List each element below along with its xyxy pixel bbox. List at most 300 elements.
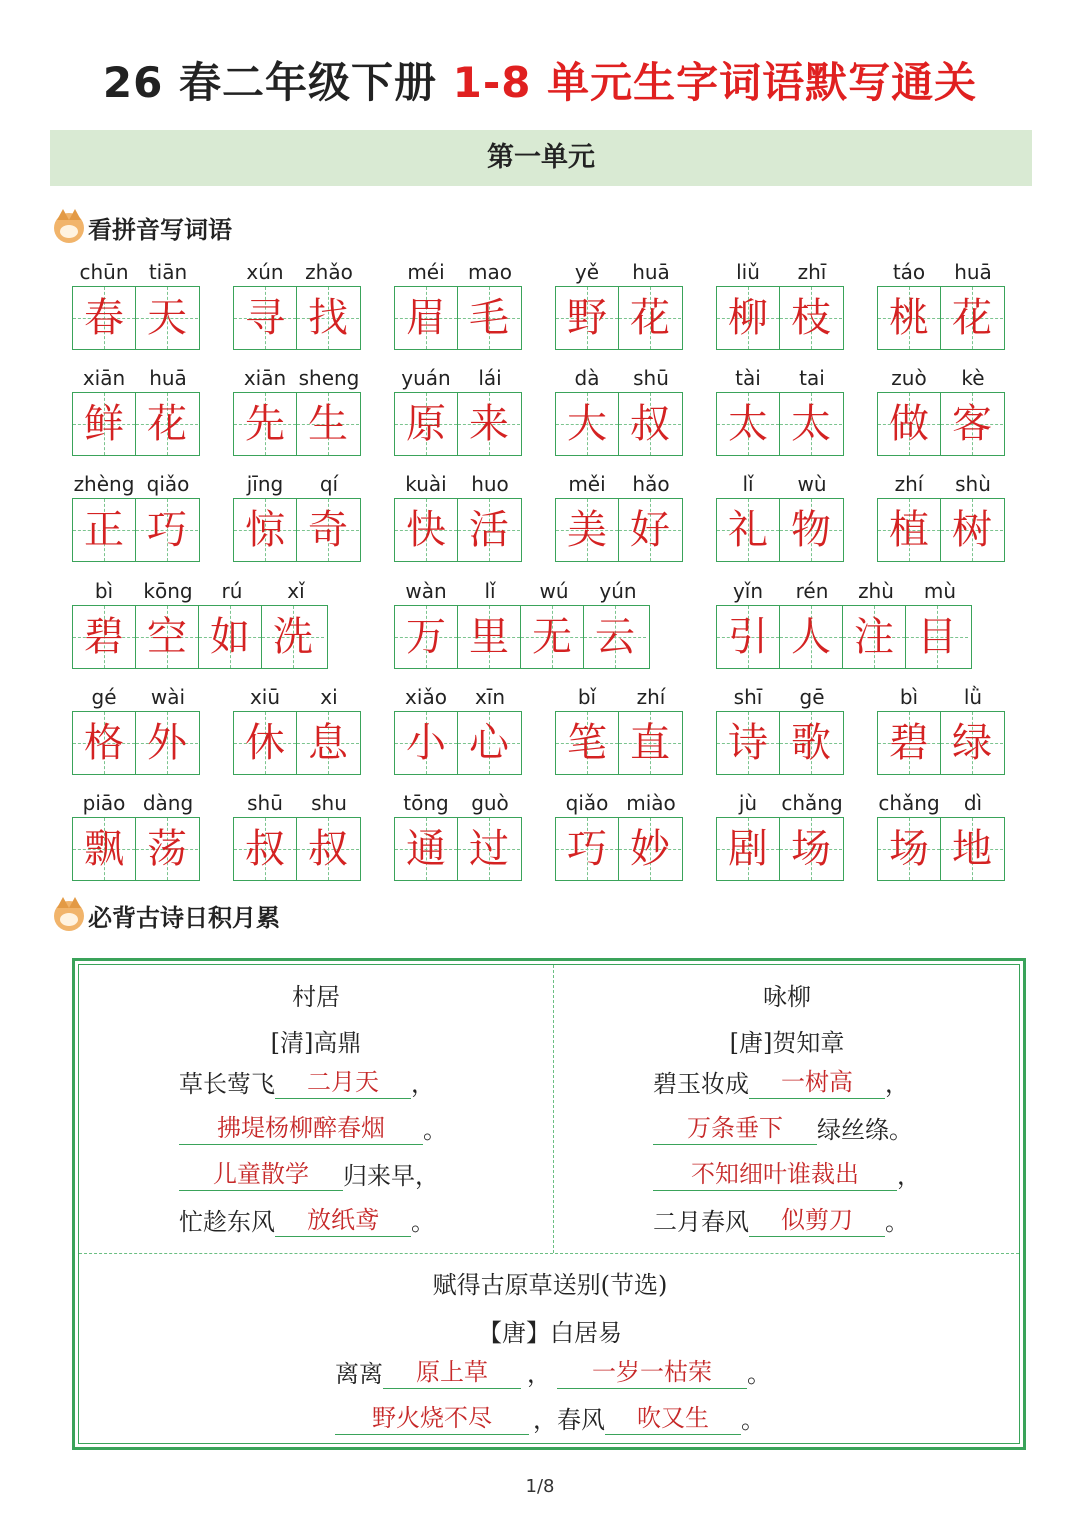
pinyin: huā [632, 260, 670, 284]
grid-cell [73, 818, 135, 880]
pinyin-row [72, 470, 200, 498]
poem1-line4-end: 。 [411, 1208, 435, 1236]
pinyin: xiān [243, 366, 287, 390]
tian-grid [877, 498, 1005, 562]
hanzi: 快 [406, 507, 446, 553]
word-item [72, 470, 200, 562]
hanzi: 生 [308, 401, 348, 447]
poem3-line2-answer1: 野火烧不尽 [335, 1402, 529, 1435]
tian-grid [555, 498, 683, 562]
pinyin: jù [738, 791, 758, 815]
word-item [72, 577, 328, 669]
hanzi: 妙 [630, 826, 670, 872]
hanzi: 引 [728, 614, 768, 660]
pinyin-row [716, 470, 844, 498]
hanzi: 息 [308, 720, 348, 766]
poem-divider-horizontal [79, 1253, 1019, 1254]
pinyin: bǐ [577, 685, 597, 709]
tian-grid [72, 498, 200, 562]
hanzi: 碧 [84, 614, 124, 660]
word-item [72, 258, 200, 350]
pinyin: lái [478, 366, 502, 390]
pinyin-row [394, 683, 522, 711]
pinyin: shī [733, 685, 763, 709]
pinyin-row [233, 258, 361, 286]
grid-cell [234, 499, 296, 561]
hanzi: 如 [210, 614, 250, 660]
pinyin: kè [961, 366, 985, 390]
poem1-line1-answer: 二月天 [275, 1066, 411, 1099]
word-item [877, 364, 1005, 456]
pinyin: chūn [79, 260, 129, 284]
grid-cell [618, 499, 681, 561]
hanzi: 物 [791, 507, 831, 553]
pinyin-row [716, 683, 844, 711]
grid-cell [135, 818, 198, 880]
pinyin: shū [247, 791, 283, 815]
pinyin: qí [319, 472, 339, 496]
tian-grid [394, 286, 522, 350]
grid-cell [198, 606, 261, 668]
poem3-line1-mid: ， [527, 1360, 551, 1388]
pinyin: wù [797, 472, 827, 496]
grid-cell [135, 499, 198, 561]
word-item [555, 683, 683, 775]
pinyin-row [394, 470, 522, 498]
pinyin: zhí [894, 472, 924, 496]
pinyin: xiān [82, 366, 126, 390]
grid-cell [457, 499, 520, 561]
poem3-line2-mid: ，春风 [533, 1406, 605, 1434]
grid-cell [940, 712, 1003, 774]
word-item [394, 789, 522, 881]
pinyin-row [72, 789, 200, 817]
word-item [72, 683, 200, 775]
hanzi: 洗 [273, 614, 313, 660]
word-item [716, 364, 844, 456]
pinyin: chǎng [781, 791, 843, 815]
pinyin: huā [954, 260, 992, 284]
grid-cell [234, 393, 296, 455]
word-item [233, 789, 361, 881]
pinyin: yǐn [732, 579, 764, 603]
tian-grid [555, 711, 683, 775]
grid-cell [717, 712, 779, 774]
grid-cell [395, 393, 457, 455]
pinyin: dà [574, 366, 600, 390]
pinyin-row [394, 258, 522, 286]
grid-cell [878, 712, 940, 774]
tian-grid [716, 392, 844, 456]
tian-grid [233, 392, 361, 456]
grid-cell [457, 287, 520, 349]
pinyin-row [716, 577, 972, 605]
pinyin-row [716, 258, 844, 286]
pinyin: gē [799, 685, 825, 709]
pinyin: zhèng [73, 472, 135, 496]
pinyin: zhí [636, 685, 666, 709]
pinyin: huā [149, 366, 187, 390]
poem3-line1-pre: 离离 [335, 1360, 383, 1388]
grid-cell [717, 393, 779, 455]
grid-cell [618, 393, 681, 455]
poem-box-inner [78, 964, 1020, 1444]
poem1-line3-answer: 儿童散学 [179, 1158, 343, 1191]
pinyin: wài [150, 685, 186, 709]
word-item [394, 470, 522, 562]
tian-grid [877, 392, 1005, 456]
hanzi: 叔 [245, 826, 285, 872]
grid-cell [296, 499, 359, 561]
pinyin-row [877, 789, 1005, 817]
tian-grid [877, 711, 1005, 775]
pinyin: xiū [249, 685, 281, 709]
tian-grid [233, 286, 361, 350]
grid-cell [261, 606, 324, 668]
tian-grid [716, 605, 972, 669]
word-item [233, 364, 361, 456]
poem1-author: [清]高鼎 [270, 1029, 362, 1057]
hanzi: 休 [245, 720, 285, 766]
pinyin: huo [471, 472, 509, 496]
pinyin: chǎng [878, 791, 940, 815]
poem3-line2-answer2: 吹又生 [605, 1402, 741, 1435]
tian-grid [716, 498, 844, 562]
tian-grid [394, 392, 522, 456]
word-item [555, 364, 683, 456]
pinyin-row [877, 258, 1005, 286]
tian-grid [394, 498, 522, 562]
pinyin-row [72, 683, 200, 711]
grid-cell [940, 287, 1003, 349]
tian-grid [555, 817, 683, 881]
pinyin-row [394, 789, 522, 817]
hanzi: 活 [469, 507, 509, 553]
hanzi: 目 [917, 614, 957, 660]
word-item [877, 470, 1005, 562]
pinyin: hǎo [632, 472, 670, 496]
hanzi: 巧 [147, 507, 187, 553]
hanzi: 歌 [791, 720, 831, 766]
grid-cell [717, 818, 779, 880]
tian-grid [233, 817, 361, 881]
pinyin: yuán [401, 366, 451, 390]
poem2-line1 [653, 1065, 909, 1099]
pinyin-row [72, 258, 200, 286]
word-item [394, 364, 522, 456]
grid-cell [135, 606, 198, 668]
poem-box [72, 958, 1026, 1450]
pinyin-row [233, 789, 361, 817]
word-item [233, 683, 361, 775]
grid-cell [135, 712, 198, 774]
hanzi: 找 [308, 295, 348, 341]
tian-grid [72, 711, 200, 775]
pinyin: kōng [143, 579, 193, 603]
hanzi: 剧 [728, 826, 768, 872]
title-prefix: 26 春二年级下册 [102, 58, 437, 107]
word-item [877, 789, 1005, 881]
pinyin-row [555, 364, 683, 392]
hanzi: 无 [532, 614, 572, 660]
poem3-line2 [335, 1401, 765, 1435]
hanzi: 眉 [406, 295, 446, 341]
pinyin-row [877, 683, 1005, 711]
tian-grid [233, 498, 361, 562]
word-item [555, 470, 683, 562]
hanzi: 太 [728, 401, 768, 447]
poem2-line1-pre: 碧玉妆成 [653, 1070, 749, 1098]
grid-cell [583, 606, 646, 668]
hanzi: 正 [84, 507, 124, 553]
poem2-line1-answer: 一树高 [749, 1066, 885, 1099]
pinyin: zuò [891, 366, 927, 390]
hanzi: 美 [567, 507, 607, 553]
grid-cell [842, 606, 905, 668]
pinyin: xīn [474, 685, 506, 709]
section-poems [54, 898, 280, 933]
word-item [394, 683, 522, 775]
pinyin: xi [320, 685, 338, 709]
pinyin: yě [574, 260, 600, 284]
hanzi: 注 [854, 614, 894, 660]
poem2-line4-pre: 二月春风 [653, 1208, 749, 1236]
pinyin-row [877, 470, 1005, 498]
grid-cell [395, 818, 457, 880]
grid-cell [296, 818, 359, 880]
word-item [394, 577, 650, 669]
grid-cell [878, 499, 940, 561]
hanzi: 桃 [889, 295, 929, 341]
hanzi: 地 [952, 826, 992, 872]
poem1-line2 [179, 1111, 447, 1145]
pinyin: lǜ [963, 685, 983, 709]
hanzi: 空 [147, 614, 187, 660]
word-item [716, 470, 844, 562]
pinyin: táo [892, 260, 926, 284]
hanzi: 花 [952, 295, 992, 341]
tian-grid [72, 392, 200, 456]
grid-cell [905, 606, 968, 668]
poem2-line4 [653, 1203, 909, 1237]
poem2-line3-end: ， [897, 1162, 921, 1190]
tian-grid [716, 286, 844, 350]
grid-cell [717, 499, 779, 561]
pinyin: lǐ [742, 472, 754, 496]
poem3-line1-answer1: 原上草 [383, 1356, 521, 1389]
poem2-line2 [653, 1111, 913, 1145]
hanzi: 天 [147, 295, 187, 341]
poem1-line2-end: 。 [423, 1116, 447, 1144]
hanzi: 客 [952, 401, 992, 447]
pinyin: tài [735, 366, 761, 390]
pinyin: wàn [405, 579, 447, 603]
hanzi: 万 [406, 614, 446, 660]
word-item [555, 789, 683, 881]
poem1-line1 [179, 1065, 435, 1099]
pinyin: gé [91, 685, 117, 709]
pinyin: miào [626, 791, 676, 815]
grid-cell [520, 606, 583, 668]
grid-cell [717, 606, 779, 668]
poem1-line3 [179, 1157, 439, 1191]
poem2-line2-post: 绿丝绦。 [817, 1116, 913, 1144]
pinyin-row [555, 789, 683, 817]
grid-cell [779, 818, 842, 880]
word-item [877, 258, 1005, 350]
grid-cell [940, 499, 1003, 561]
hanzi: 荡 [147, 826, 187, 872]
pinyin: kuài [405, 472, 447, 496]
grid-cell [940, 818, 1003, 880]
pinyin: xún [246, 260, 284, 284]
pinyin: dàng [142, 791, 194, 815]
pinyin: shù [955, 472, 991, 496]
pinyin: zhù [858, 579, 894, 603]
word-item [555, 258, 683, 350]
hanzi: 里 [469, 614, 509, 660]
poem3-line1 [335, 1355, 771, 1389]
pinyin: měi [568, 472, 606, 496]
pinyin-row [394, 364, 522, 392]
pinyin-row [716, 789, 844, 817]
grid-cell [618, 712, 681, 774]
tian-grid [555, 392, 683, 456]
grid-cell [556, 287, 618, 349]
word-item [72, 364, 200, 456]
pinyin: xǐ [287, 579, 305, 603]
hanzi: 笔 [567, 720, 607, 766]
grid-cell [395, 499, 457, 561]
grid-cell [73, 393, 135, 455]
grid-cell [457, 393, 520, 455]
grid-cell [73, 712, 135, 774]
shiba-dog-icon [54, 213, 84, 243]
poem1-title: 村居 [292, 983, 340, 1011]
hanzi: 原 [406, 401, 446, 447]
pinyin-row [72, 364, 200, 392]
word-item [233, 470, 361, 562]
hanzi: 叔 [308, 826, 348, 872]
poem1-line2-answer: 拂堤杨柳醉春烟 [179, 1112, 423, 1145]
section-poems-label: 必背古诗日积月累 [88, 904, 280, 932]
hanzi: 枝 [791, 295, 831, 341]
poem3-line1-answer2: 一岁一枯荣 [557, 1356, 747, 1389]
tian-grid [877, 286, 1005, 350]
poem1-line1-pre: 草长莺飞 [179, 1070, 275, 1098]
grid-cell [135, 393, 198, 455]
poem2-line4-answer: 似剪刀 [749, 1204, 885, 1237]
hanzi: 奇 [308, 507, 348, 553]
hanzi: 通 [406, 826, 446, 872]
pinyin: qiǎo [565, 791, 609, 815]
word-item [716, 683, 844, 775]
grid-cell [73, 606, 135, 668]
word-item [716, 258, 844, 350]
grid-cell [878, 818, 940, 880]
pinyin: rú [221, 579, 243, 603]
poem1-line4 [179, 1203, 435, 1237]
word-item [394, 258, 522, 350]
pinyin-row [716, 364, 844, 392]
poem1-line1-end: ， [411, 1070, 435, 1098]
grid-cell [73, 499, 135, 561]
pinyin: jīng [246, 472, 284, 496]
tian-grid [72, 286, 200, 350]
pinyin-row [877, 364, 1005, 392]
hanzi: 春 [84, 295, 124, 341]
poem2-line4-end: 。 [885, 1208, 909, 1236]
grid-cell [135, 287, 198, 349]
pinyin: bì [899, 685, 919, 709]
pinyin: guò [471, 791, 509, 815]
grid-cell [296, 712, 359, 774]
grid-cell [779, 606, 842, 668]
poem2-line3 [653, 1157, 921, 1191]
hanzi: 来 [469, 401, 509, 447]
hanzi: 惊 [245, 507, 285, 553]
pinyin: lǐ [484, 579, 496, 603]
pinyin: zhī [797, 260, 827, 284]
hanzi: 柳 [728, 295, 768, 341]
word-item [716, 789, 844, 881]
grid-cell [234, 712, 296, 774]
grid-cell [556, 818, 618, 880]
grid-cell [717, 287, 779, 349]
pinyin: mù [923, 579, 957, 603]
grid-cell [779, 393, 842, 455]
hanzi: 做 [889, 401, 929, 447]
tian-grid [394, 817, 522, 881]
grid-cell [779, 287, 842, 349]
tian-grid [394, 605, 650, 669]
word-item [72, 789, 200, 881]
pinyin: méi [407, 260, 445, 284]
pinyin: shū [633, 366, 669, 390]
pinyin-row [555, 470, 683, 498]
pinyin: liǔ [736, 260, 760, 284]
grid-cell [878, 393, 940, 455]
grid-cell [878, 287, 940, 349]
tian-grid [394, 711, 522, 775]
pinyin: qiǎo [146, 472, 190, 496]
pinyin: sheng [298, 366, 360, 390]
hanzi: 飘 [84, 826, 124, 872]
tian-grid [72, 817, 200, 881]
grid-cell [234, 287, 296, 349]
pinyin: dì [963, 791, 983, 815]
word-item [877, 683, 1005, 775]
grid-cell [457, 606, 520, 668]
hanzi: 场 [791, 826, 831, 872]
grid-cell [618, 818, 681, 880]
tian-grid [716, 817, 844, 881]
hanzi: 碧 [889, 720, 929, 766]
tian-grid [233, 711, 361, 775]
pinyin: tōng [403, 791, 449, 815]
hanzi: 云 [595, 614, 635, 660]
hanzi: 鲜 [84, 401, 124, 447]
title-highlight: 1-8 单元生字词语默写通关 [452, 58, 978, 107]
pinyin-row [394, 577, 650, 605]
grid-cell [940, 393, 1003, 455]
grid-cell [395, 287, 457, 349]
grid-cell [296, 287, 359, 349]
hanzi: 绿 [952, 720, 992, 766]
hanzi: 人 [791, 614, 831, 660]
pinyin: tiān [148, 260, 188, 284]
hanzi: 叔 [630, 401, 670, 447]
